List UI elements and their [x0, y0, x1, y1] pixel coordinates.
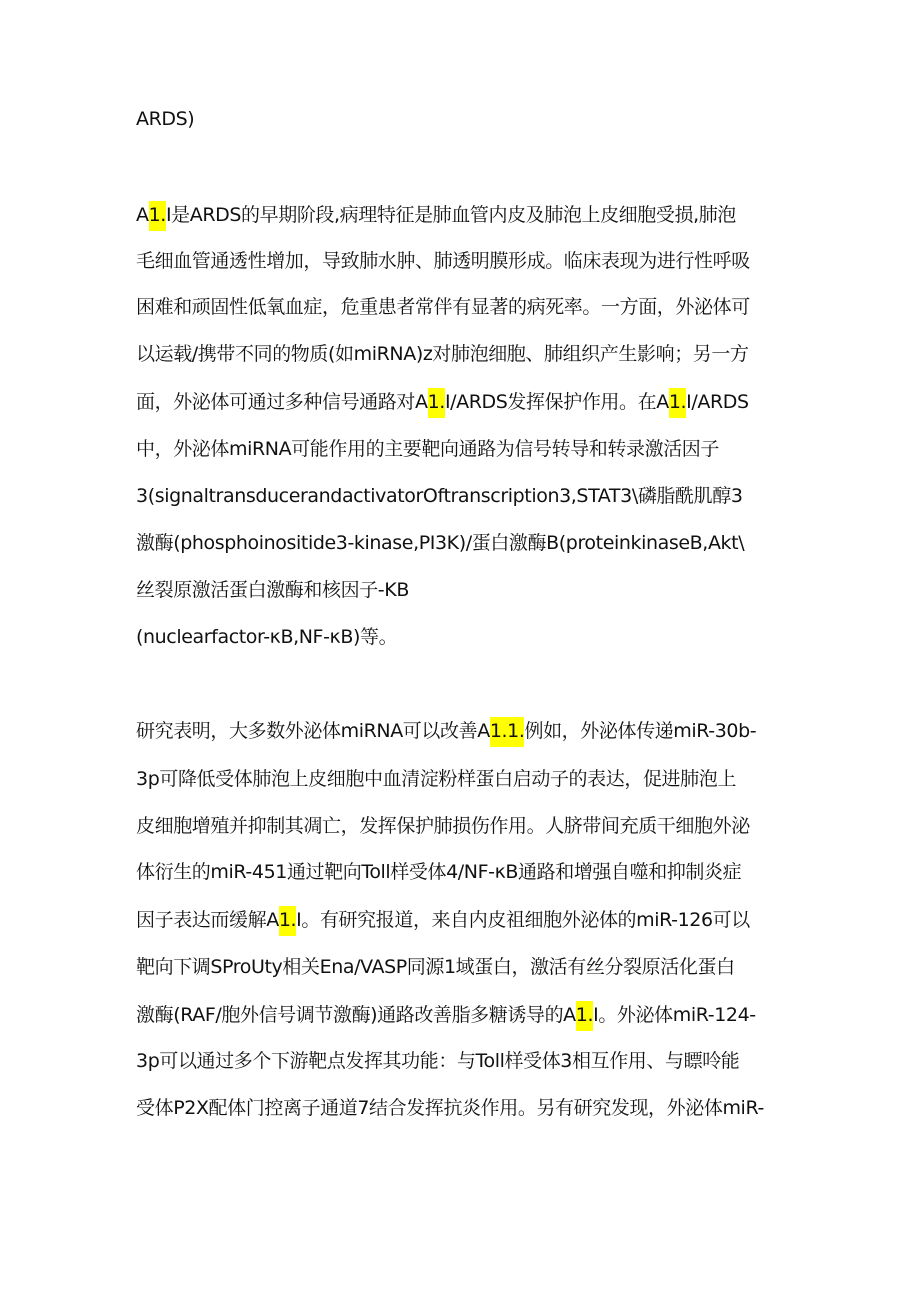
text-line	[136, 387, 796, 417]
highlighted-text: 1.	[428, 388, 445, 418]
text-line	[136, 339, 796, 369]
text-line	[136, 200, 796, 230]
text-line	[136, 434, 796, 464]
text-run: 以运载/携带不同的物质(如miRNA)z对肺泡细胞、肺组织产生影响；另一方	[136, 343, 749, 365]
text-line	[136, 528, 796, 558]
text-run: 3p可以通过多个下游靶点发挥其功能：与Toll样受体3相互作用、与瞟呤能	[136, 1050, 740, 1072]
text-line	[136, 905, 796, 935]
highlighted-text: 1.	[149, 201, 166, 231]
text-run: 因子表达而缓解A	[136, 909, 279, 931]
text-run: I/ARDS发挥保护作用。在A	[444, 391, 669, 413]
text-line	[136, 952, 796, 982]
text-run: 面，外泌体可通过多种信号通路对A	[136, 391, 428, 413]
text-line	[136, 716, 796, 746]
text-line	[136, 764, 796, 794]
text-line	[136, 1093, 796, 1123]
text-line	[136, 1046, 796, 1076]
text-run: 受体P2X配体门控离子通道7结合发挥抗炎作用。另有研究发现，外泌体miR-	[136, 1097, 764, 1119]
text-run: 例如，外泌体传递miR-30b-	[524, 720, 757, 742]
text-run: 激酶(phosphoinositide3-kinase,PI3K)/蛋白激酶B(proteinkinaseB,Akt\	[136, 532, 745, 554]
text-run: 3(signaltransducerandactivatorOftranscription3,STAT3\磷脂酰肌醇3	[136, 485, 743, 507]
highlighted-text: 1.1.	[490, 717, 525, 747]
text-run: I是ARDS的早期阶段,病理特征是肺血管内皮及肺泡上皮细胞受损,肺泡	[165, 204, 736, 226]
text-line	[136, 1000, 796, 1030]
text-run: 3p可降低受体肺泡上皮细胞中血清淀粉样蛋白启动子的表达，促进肺泡上	[136, 768, 736, 790]
text-line	[136, 246, 796, 276]
text-line	[136, 857, 796, 887]
text-line	[136, 292, 796, 322]
highlighted-text: 1.	[669, 388, 686, 418]
text-run: I/ARDS	[686, 391, 749, 413]
text-line	[136, 104, 796, 134]
text-run: 皮细胞增殖并抑制其凋亡，发挥保护肺损伤作用。人脐带间充质干细胞外泌	[136, 815, 750, 837]
text-run: (nuclearfactor-κB,NF-κB)等。	[136, 626, 398, 648]
text-run: 困难和顽固性低氧血症，危重患者常伴有显著的病死率。一方面，外泌体可	[136, 296, 750, 318]
highlighted-text: 1.	[576, 1001, 593, 1031]
text-run: I。外泌体miR-124-	[593, 1004, 756, 1026]
highlighted-text: 1.	[279, 906, 296, 936]
text-run: 研究表明，大多数外泌体miRNA可以改善A	[136, 720, 490, 742]
text-line	[136, 575, 796, 605]
text-run: 靶向下调SProUty相关Ena/VASP同源1域蛋白，激活有丝分裂原活化蛋白	[136, 956, 735, 978]
text-run: 体衍生的miR-451通过靶向Toll样受体4/NF-κB通路和增强自噬和抑制炎症	[136, 861, 742, 883]
text-run: 激酶(RAF/胞外信号调节激酶)通路改善脂多糖诱导的A	[136, 1004, 576, 1026]
text-run: 中，外泌体miRNA可能作用的主要靶向通路为信号转导和转录激活因子	[136, 438, 720, 460]
text-run: I。有研究报道，来自内皮祖细胞外泌体的miR-126可以	[296, 909, 750, 931]
text-line	[136, 622, 796, 652]
text-line	[136, 811, 796, 841]
text-run: A	[136, 204, 149, 226]
text-run: 丝裂原激活蛋白激酶和核因子-KB	[136, 579, 409, 601]
text-line	[136, 481, 796, 511]
text-run: ARDS)	[136, 108, 195, 130]
text-run: 毛细血管通透性增加，导致肺水肿、肺透明膜形成。临床表现为进行性呼吸	[136, 250, 750, 272]
